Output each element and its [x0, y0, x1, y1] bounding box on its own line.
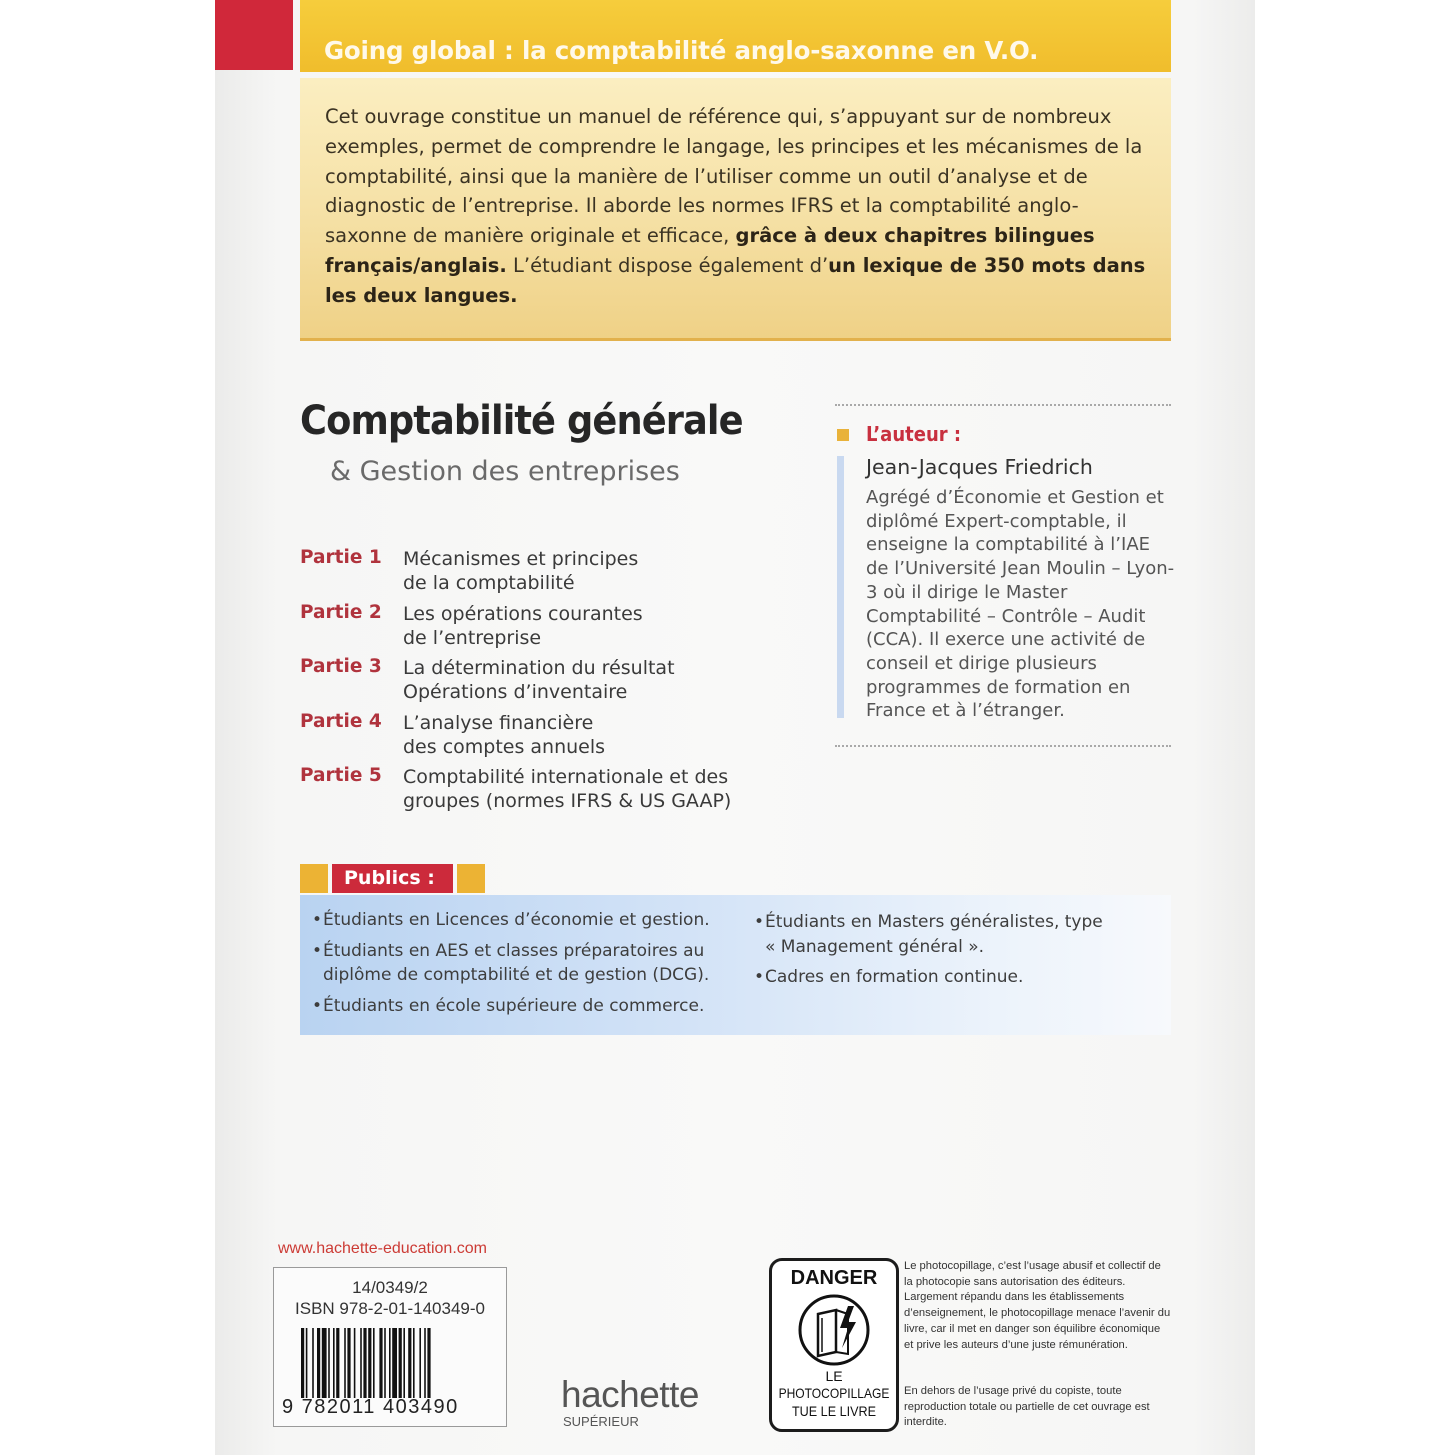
publics-box — [300, 895, 1171, 1035]
part-label: Partie 2 — [300, 601, 382, 623]
book-subtitle: & Gestion des entreprises — [330, 456, 680, 487]
publics-tab-square-left — [300, 864, 328, 893]
part-title: L’analyse financière des comptes annuels — [403, 711, 606, 758]
part-label: Partie 4 — [300, 710, 382, 732]
intro-rule — [300, 338, 1171, 341]
barcode-bar — [413, 1328, 415, 1398]
part-item — [300, 602, 800, 657]
barcode-bar — [317, 1328, 320, 1398]
barcode-bar — [301, 1328, 304, 1398]
danger-badge — [769, 1258, 899, 1432]
part-label: Partie 5 — [300, 765, 382, 786]
barcode-bar — [408, 1328, 411, 1398]
part-item — [300, 547, 800, 602]
barcode-bar — [403, 1328, 405, 1398]
author-top-divider — [835, 404, 1171, 406]
part-item — [300, 765, 800, 820]
barcode-bar — [368, 1328, 371, 1398]
author-accent-bar — [837, 456, 844, 718]
barcode-bar — [399, 1328, 402, 1398]
part-title: Comptabilité internationale et des groupes (normes IFRS & US GAAP) — [403, 766, 732, 812]
header-band — [300, 0, 1171, 72]
intro-text-part-1: Cet ouvrage constitue un manuel de référence qui, s’appuyant sur de nombreux exemples, permet de comprendre le langage, les principes et les mécanismes de la comptabilité, ainsi que la manière de l’utiliser comme un outil d’analyse et de diagnostic de l’entreprise. Il aborde les normes IFRS et la comptabilité anglo-saxonne de manière originale et efficace, — [325, 105, 1143, 248]
barcode-bar — [392, 1328, 397, 1398]
part-item — [300, 711, 800, 766]
publics-label: Publics : — [344, 867, 435, 889]
red-corner-block — [215, 0, 293, 70]
barcode-bar — [322, 1328, 327, 1398]
publics-tab — [332, 864, 453, 893]
publics-item: • Étudiants en Masters généralistes, type « Management général ». — [754, 910, 1114, 959]
barcode-bar — [379, 1328, 382, 1398]
internal-code: 14/0349/2 — [352, 1278, 428, 1297]
intro-bold-1: grâce à deux chapitres bilingues français/anglais. — [325, 224, 1095, 277]
barcode-bar — [328, 1328, 330, 1398]
barcode — [299, 1328, 489, 1398]
isbn-number: ISBN 978-2-01-140349-0 — [295, 1299, 485, 1318]
part-title: La détermination du résultat Opérations d’inventaire — [403, 657, 675, 703]
author-label: L’auteur : — [866, 422, 962, 446]
barcode-bar — [389, 1328, 391, 1398]
author-name: Jean-Jacques Friedrich — [866, 455, 1093, 479]
intro-text — [325, 102, 1155, 311]
part-title: Les opérations courantes de l’entreprise — [403, 602, 643, 649]
publisher-imprint: SUPÉRIEUR — [563, 1414, 639, 1429]
parts-list — [300, 547, 800, 820]
barcode-bar — [363, 1328, 366, 1398]
barcode-bar — [333, 1328, 335, 1398]
author-bullet-square — [837, 429, 849, 441]
publics-item: • Étudiants en Licences d’économie et gestion. — [312, 908, 732, 933]
isbn-box — [273, 1267, 507, 1427]
danger-word: DANGER — [790, 1267, 878, 1289]
barcode-bar — [424, 1328, 426, 1398]
danger-line-2: PHOTOCOPILLAGE — [778, 1385, 890, 1401]
legal-notice-2: En dehors de l’usage privé du copiste, toute reproduction totale ou partielle de cet ouvrage est interdite. — [904, 1385, 1150, 1429]
barcode-bar — [306, 1328, 308, 1398]
publics-item: • Cadres en formation continue. — [754, 965, 1114, 990]
barcode-bar — [373, 1328, 375, 1398]
part-title: Mécanismes et principes de la comptabilité — [403, 548, 639, 594]
intro-text-part-2: L’étudiant dispose également d’ — [506, 253, 829, 277]
danger-line-1: LE — [825, 1368, 843, 1384]
barcode-bar — [384, 1328, 386, 1398]
part-label: Partie 1 — [300, 547, 382, 568]
barcode-bar — [419, 1328, 421, 1398]
part-item — [300, 656, 800, 711]
publics-right-column — [754, 910, 1114, 996]
barcode-bar — [427, 1328, 430, 1398]
publisher-logo: hachette — [561, 1374, 699, 1415]
book-title: Comptabilité générale — [300, 398, 743, 444]
barcode-bar — [354, 1328, 356, 1398]
intro-bold-2: un lexique de 350 mots dans les deux langues. — [325, 253, 1146, 307]
publics-item: • Étudiants en AES et classes préparatoires au diplôme de comptabilité et de gestion (DCG). — [312, 939, 732, 988]
barcode-bar — [336, 1328, 339, 1398]
publics-item: • Étudiants en école supérieure de commerce. — [312, 994, 732, 1019]
author-bottom-divider — [835, 745, 1171, 747]
barcode-bar — [360, 1328, 362, 1398]
publics-tab-square-right — [457, 864, 485, 893]
legal-notice-1: Le photocopillage, c’est l’usage abusif et collectif de la photocopie sans autorisation des éditeurs. Largement répandu dans les établissements d’enseignement, le photocopillage menace l’avenir du livre, car il met en danger son équilibre économique et prive les auteurs d’une juste rémunération. — [904, 1260, 1171, 1351]
publics-left-column — [312, 908, 732, 1024]
barcode-bar — [344, 1328, 346, 1398]
header-title: Going global : la comptabilité anglo-saxonne en V.O. — [324, 36, 1039, 65]
book-lightning-icon — [796, 1292, 872, 1368]
barcode-bar — [347, 1328, 350, 1398]
barcode-bar — [312, 1328, 314, 1398]
publisher-website: www.hachette-education.com — [278, 1240, 487, 1257]
danger-line-3: TUE LE LIVRE — [791, 1403, 877, 1419]
barcode-digits: 9 782011 403490 — [282, 1396, 459, 1418]
part-label: Partie 3 — [300, 656, 382, 677]
intro-box — [300, 78, 1171, 340]
author-bio: Agrégé d’Économie et Gestion et diplômé Expert-comptable, il enseigne la comptabilité à l’IAE de l’Université Jean Moulin – Lyon-3 où il dirige le Master Comptabilité – Contrôle – Audit (CCA). Il exerce une activité de conseil et dirige plusieurs programmes de formation en France et à l’étranger. — [866, 487, 1175, 722]
